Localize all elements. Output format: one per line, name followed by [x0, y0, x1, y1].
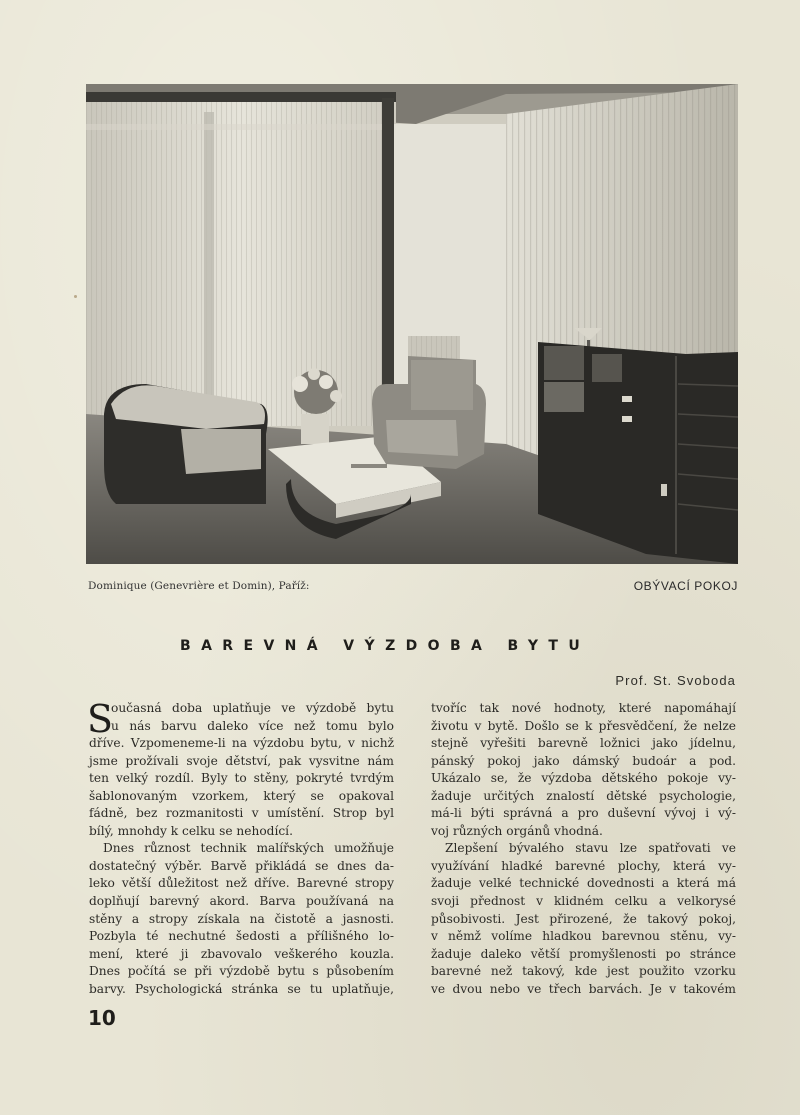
text-line: pánský pokoj jako dámský budoár a pod.: [431, 753, 736, 768]
paper-speck: [74, 295, 77, 298]
text-line: šablonovaným vzorkem, který se opakoval: [89, 788, 394, 803]
text-line: Dnes počítá se při výzdobě bytu s působením: [89, 964, 394, 979]
text-line: žaduje určitých znalostí dětské psychologie,: [431, 788, 736, 803]
text-line: leko větší důležitost než dříve. Barevné stropy: [89, 876, 394, 891]
text-line: barevné než takový, kde jest použito vzorku: [431, 964, 736, 979]
text-line: má-li býti správná a pro duševní vývoj i vý-: [431, 806, 736, 821]
text-line: životu v bytě. Došlo se k přesvědčení, že nelze: [431, 718, 736, 733]
text-line: fádně, bez rozmanitosti v umístění. Strop byl: [89, 806, 394, 821]
text-line: Ukázalo se, že výzdoba dětského pokoje vy-: [431, 771, 736, 786]
article-author: Prof. St. Svoboda: [615, 673, 736, 688]
text-line: Dnes různost technik malířských umožňuje: [103, 841, 394, 856]
text-line: ten velký rozdíl. Byly to stěny, pokryté tvrdým: [89, 771, 394, 786]
text-line: působivosti. Jest přirozené, že takový pokoj,: [431, 911, 736, 926]
living-room-photo: [86, 84, 738, 564]
text-line: v němž volíme hladkou barevnou stěnu, vy-: [431, 929, 736, 944]
text-line: tvoříc tak nové hodnoty, které napomáhají: [431, 701, 736, 715]
article-left-column: [87, 697, 394, 998]
text-line: žaduje daleko větší promyšlenosti po stránce: [431, 946, 736, 961]
text-line: oučasná doba uplatňuje ve výzdobě bytu: [111, 701, 394, 715]
text-line: Pozbyla té nechutné šedosti a přílišného lo-: [89, 929, 394, 944]
text-line: stejně vyřešiti barevně ložnici jako jídelnu,: [431, 736, 736, 751]
text-line: využívání hladké barevné plochy, která vy-: [431, 858, 736, 873]
drop-cap: S: [87, 697, 114, 741]
text-line: barvy. Psychologická stránka se tu uplatňuje,: [89, 981, 394, 996]
text-line: žaduje velké technické dovednosti a která má: [431, 876, 736, 891]
article-right-column: [431, 700, 736, 998]
text-line: stěny a stropy získala na čistotě a jasnosti.: [89, 911, 394, 926]
text-line: Zlepšení bývalého stavu lze spatřovati ve: [445, 841, 736, 856]
text-line: mení, které ji zbavovalo veškerého kouzla.: [89, 946, 394, 961]
text-line: svoji přednost v klidném celku a velkorysé: [431, 894, 736, 909]
text-line: dostatečný výběr. Barvě přikládá se dnes da-: [89, 858, 394, 873]
text-line: dříve. Vzpomeneme-li na výzdobu bytu, v nichž: [89, 736, 394, 751]
article-headline: BAREVNÁ VÝZDOBA BYTU: [180, 638, 591, 654]
text-line: doplňují barevný akord. Barva používaná na: [89, 894, 394, 909]
photo-caption-title: OBÝVACÍ POKOJ: [633, 579, 738, 593]
text-line: u nás barvu daleko více než tomu bylo: [111, 718, 394, 733]
text-line: bílý, mnohdy k celku se nehodící.: [89, 823, 293, 838]
page-number: 10: [88, 1006, 116, 1030]
text-line: jsme prožívali svoje dětství, pak vysvitne nám: [89, 753, 394, 768]
text-line: voj různých orgánů vhodná.: [431, 823, 603, 838]
text-line: ve dvou nebo ve třech barvách. Je v takovém: [431, 981, 736, 996]
photo-credit: Dominique (Genevrière et Domin), Paříž:: [88, 580, 310, 592]
